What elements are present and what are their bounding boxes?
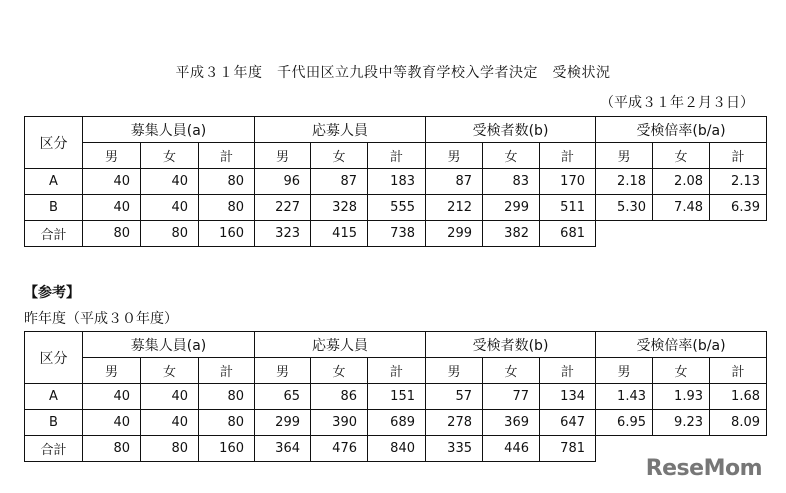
reference-label: 【参考】: [24, 285, 80, 301]
header-group: 募集人員(a): [83, 332, 255, 358]
empty-cell: [596, 221, 653, 247]
table-cell: 87: [426, 169, 483, 195]
table-cell: 80: [141, 436, 199, 462]
table-cell: 328: [311, 195, 368, 221]
empty-cell: [653, 221, 710, 247]
header-group: 受検者数(b): [426, 117, 596, 143]
table-cell: 40: [83, 410, 141, 436]
table-cell: 364: [255, 436, 311, 462]
row-label: B: [25, 195, 83, 221]
table-cell: 681: [540, 221, 596, 247]
table-cell: 689: [368, 410, 426, 436]
table-cell: 555: [368, 195, 426, 221]
table-cell: 6.39: [710, 195, 767, 221]
table-cell: 738: [368, 221, 426, 247]
empty-cell: [596, 436, 653, 462]
table-cell: 86: [311, 384, 368, 410]
admission-table-current: [24, 116, 767, 247]
table-row: [25, 195, 767, 221]
table-cell: 6.95: [596, 410, 653, 436]
header-sub: 男: [426, 358, 483, 384]
header-sub: 計: [710, 143, 767, 169]
table-cell: 8.09: [710, 410, 767, 436]
header-sub: 男: [255, 358, 311, 384]
table-cell: 476: [311, 436, 368, 462]
table-cell: 2.18: [596, 169, 653, 195]
header-sub: 計: [199, 358, 255, 384]
table-row: [25, 384, 767, 410]
table-cell: 83: [483, 169, 540, 195]
table-cell: 382: [483, 221, 540, 247]
header-sub: 男: [426, 143, 483, 169]
table-cell: 160: [199, 221, 255, 247]
table-cell: 369: [483, 410, 540, 436]
table-cell: 183: [368, 169, 426, 195]
header-sub: 計: [199, 143, 255, 169]
header-kubun: 区分: [25, 332, 83, 384]
row-label: A: [25, 169, 83, 195]
table-cell: 77: [483, 384, 540, 410]
table-cell: 160: [199, 436, 255, 462]
header-sub: 男: [596, 143, 653, 169]
row-label: 合計: [25, 221, 83, 247]
empty-cell: [710, 221, 767, 247]
table-cell: 323: [255, 221, 311, 247]
header-group: 受検者数(b): [426, 332, 596, 358]
header-group: 応募人員: [255, 117, 426, 143]
table-cell: 647: [540, 410, 596, 436]
table-cell: 80: [199, 195, 255, 221]
table-cell: 840: [368, 436, 426, 462]
admission-table-previous: [24, 331, 767, 462]
header-group: 受検倍率(b/a): [596, 332, 767, 358]
table-cell: 40: [141, 384, 199, 410]
header-kubun: 区分: [25, 117, 83, 169]
header-sub: 男: [596, 358, 653, 384]
table-cell: 40: [141, 169, 199, 195]
header-sub: 女: [483, 143, 540, 169]
table-cell: 57: [426, 384, 483, 410]
header-sub: 女: [311, 143, 368, 169]
table-cell: 40: [83, 169, 141, 195]
table-cell: 1.43: [596, 384, 653, 410]
table-cell: 5.30: [596, 195, 653, 221]
header-sub: 男: [255, 143, 311, 169]
table-cell: 80: [141, 221, 199, 247]
table-cell: 40: [83, 384, 141, 410]
header-sub: 女: [653, 358, 710, 384]
row-label: B: [25, 410, 83, 436]
table-cell: 415: [311, 221, 368, 247]
table-cell: 80: [83, 221, 141, 247]
table-cell: 40: [83, 195, 141, 221]
header-sub: 女: [141, 143, 199, 169]
table-cell: 1.68: [710, 384, 767, 410]
header-sub: 女: [311, 358, 368, 384]
page-title: 平成３１年度 千代田区立九段中等教育学校入学者決定 受検状況: [175, 65, 611, 81]
table-cell: 781: [540, 436, 596, 462]
table-cell: 390: [311, 410, 368, 436]
table-cell: 511: [540, 195, 596, 221]
header-group: 応募人員: [255, 332, 426, 358]
table-cell: 278: [426, 410, 483, 436]
header-sub: 計: [368, 143, 426, 169]
header-sub: 計: [710, 358, 767, 384]
table-row: [25, 410, 767, 436]
table-cell: 9.23: [653, 410, 710, 436]
date-label: （平成３１年２月３日）: [600, 95, 754, 111]
header-sub: 男: [83, 143, 141, 169]
table-cell: 1.93: [653, 384, 710, 410]
header-sub: 女: [653, 143, 710, 169]
table-cell: 227: [255, 195, 311, 221]
header-sub: 女: [483, 358, 540, 384]
table-cell: 40: [141, 195, 199, 221]
table-cell: 80: [199, 410, 255, 436]
header-sub: 男: [83, 358, 141, 384]
table-cell: 96: [255, 169, 311, 195]
table-cell: 335: [426, 436, 483, 462]
header-group: 募集人員(a): [83, 117, 255, 143]
table-cell: 212: [426, 195, 483, 221]
row-label: A: [25, 384, 83, 410]
table-row: [25, 169, 767, 195]
table-cell: 151: [368, 384, 426, 410]
table-cell: 134: [540, 384, 596, 410]
prev-year-label: 昨年度（平成３０年度）: [24, 311, 178, 327]
header-sub: 計: [368, 358, 426, 384]
table-cell: 2.13: [710, 169, 767, 195]
table-cell: 80: [199, 384, 255, 410]
header-sub: 女: [141, 358, 199, 384]
table-cell: 2.08: [653, 169, 710, 195]
table-cell: 170: [540, 169, 596, 195]
table-cell: 40: [141, 410, 199, 436]
table-cell: 87: [311, 169, 368, 195]
table-cell: 299: [426, 221, 483, 247]
header-group: 受検倍率(b/a): [596, 117, 767, 143]
row-label: 合計: [25, 436, 83, 462]
header-sub: 計: [540, 143, 596, 169]
resemom-logo: ReseMom: [645, 456, 762, 481]
table-cell: 299: [255, 410, 311, 436]
table-cell: 446: [483, 436, 540, 462]
table-cell: 65: [255, 384, 311, 410]
table-cell: 7.48: [653, 195, 710, 221]
table-cell: 80: [199, 169, 255, 195]
table-row: [25, 221, 767, 247]
header-sub: 計: [540, 358, 596, 384]
table-cell: 80: [83, 436, 141, 462]
table-cell: 299: [483, 195, 540, 221]
